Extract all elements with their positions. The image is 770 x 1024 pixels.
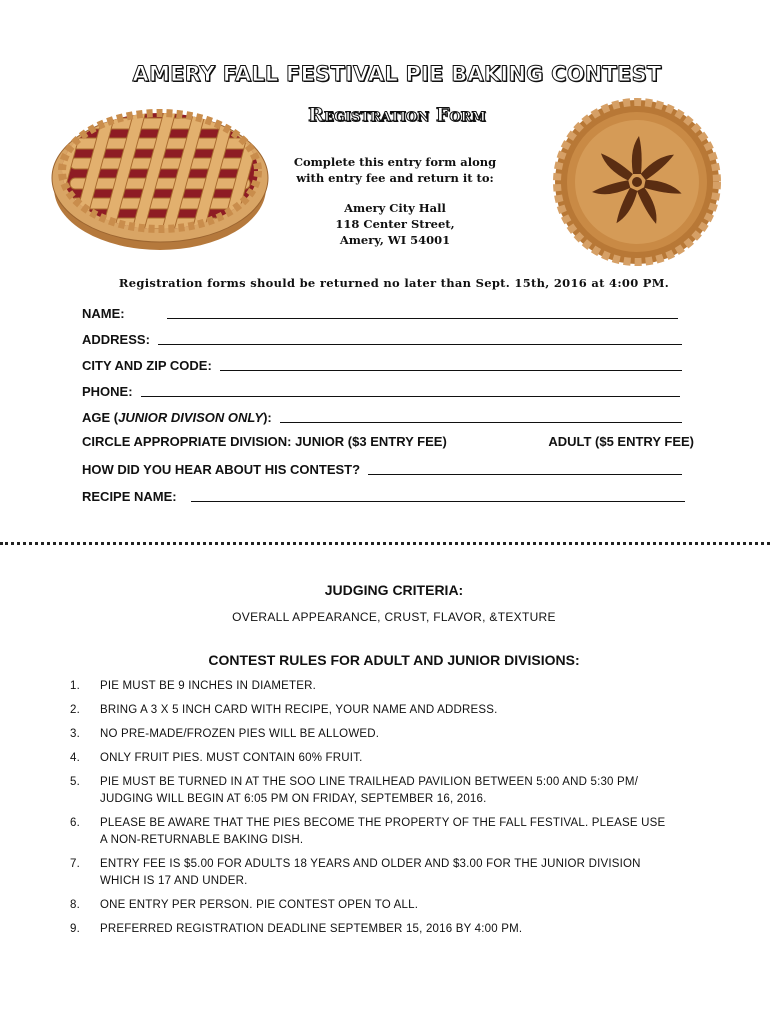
- rule-text-line: PLEASE BE AWARE THAT THE PIES BECOME THE PROPERTY OF THE FALL FESTIVAL. PLEASE USE: [100, 817, 666, 829]
- judging-criteria-title: JUDGING CRITERIA:: [324, 582, 464, 598]
- rule-text: [100, 678, 720, 695]
- rule-item: [70, 678, 720, 695]
- cut-line-divider: [0, 542, 770, 545]
- rule-number: 9.: [70, 923, 80, 935]
- address-field[interactable]: [82, 328, 682, 348]
- rule-text-line: ONE ENTRY PER PERSON. PIE CONTEST OPEN TO ALL.: [100, 899, 419, 911]
- apple-pie-image: [552, 96, 722, 268]
- hear-about-input-line[interactable]: [368, 474, 682, 475]
- rule-number: 5.: [70, 776, 80, 788]
- rule-number: 7.: [70, 858, 80, 870]
- age-input-line[interactable]: [280, 422, 682, 423]
- rule-text-line: PIE MUST BE 9 INCHES IN DIAMETER.: [100, 680, 316, 692]
- rule-number: 2.: [70, 704, 80, 716]
- rule-number: 6.: [70, 817, 80, 829]
- division-junior-option[interactable]: CIRCLE APPROPRIATE DIVISION: JUNIOR ($3 ENTRY FEE): [82, 434, 447, 449]
- page-title: AMERY FALL FESTIVAL PIE BAKING CONTEST: [132, 62, 662, 86]
- phone-input-line[interactable]: [141, 396, 680, 397]
- hear-about-label: HOW DID YOU HEAR ABOUT HIS CONTEST?: [82, 462, 361, 477]
- rule-text: [100, 702, 720, 719]
- return-instructions: [250, 154, 540, 248]
- rule-text-line: ENTRY FEE IS $5.00 FOR ADULTS 18 YEARS AND OLDER AND $3.00 FOR THE JUNIOR DIVISION: [100, 858, 641, 870]
- judging-criteria-text: OVERALL APPEARANCE, CRUST, FLAVOR, &TEXTURE: [232, 610, 556, 624]
- rule-text: [100, 750, 720, 767]
- rule-number: 8.: [70, 899, 80, 911]
- city-zip-field[interactable]: [82, 354, 682, 374]
- hear-about-field[interactable]: [82, 458, 682, 478]
- division-choice: [82, 434, 694, 449]
- rule-number: 1.: [70, 680, 80, 692]
- name-label: NAME:: [82, 306, 125, 321]
- address-input-line[interactable]: [158, 344, 682, 345]
- rule-item: [70, 921, 720, 938]
- recipe-name-field[interactable]: [82, 485, 685, 505]
- instructions-line-2: with entry fee and return it to:: [296, 171, 494, 185]
- division-adult-option[interactable]: ADULT ($5 ENTRY FEE): [548, 434, 694, 449]
- city-zip-label: CITY AND ZIP CODE:: [82, 358, 212, 373]
- rule-item: [70, 702, 720, 719]
- instructions-line-1: Complete this entry form along: [293, 155, 497, 169]
- rule-text: [100, 856, 720, 890]
- rule-item: [70, 750, 720, 767]
- recipe-name-label: RECIPE NAME:: [82, 489, 177, 504]
- rule-text: [100, 815, 720, 849]
- address-line-2: 118 Center Street,: [335, 217, 455, 231]
- address-line-3: Amery, WI 54001: [339, 233, 451, 247]
- rule-item: [70, 774, 720, 808]
- name-input-line[interactable]: [167, 318, 678, 319]
- rule-item: [70, 897, 720, 914]
- age-label-emphasis: JUNIOR DIVISON ONLY: [118, 410, 264, 425]
- rule-text: [100, 897, 720, 914]
- age-field[interactable]: [82, 406, 682, 426]
- phone-label: PHONE:: [82, 384, 133, 399]
- rule-text: [100, 921, 720, 938]
- rule-text-line: A NON-RETURNABLE BAKING DISH.: [100, 834, 304, 846]
- contest-rules-title: CONTEST RULES FOR ADULT AND JUNIOR DIVISIONS:: [208, 652, 580, 668]
- rule-item: [70, 815, 720, 849]
- contest-rules-list: [70, 678, 720, 938]
- rule-text-line: WHICH IS 17 AND UNDER.: [100, 875, 248, 887]
- rule-text-line: PREFERRED REGISTRATION DEADLINE SEPTEMBER 15, 2016 BY 4:00 PM.: [100, 923, 523, 935]
- page-subtitle: Registration Form: [308, 104, 486, 126]
- phone-field[interactable]: [82, 380, 680, 400]
- address-label: ADDRESS:: [82, 332, 150, 347]
- city-zip-input-line[interactable]: [220, 370, 682, 371]
- recipe-name-input-line[interactable]: [191, 501, 685, 502]
- rule-number: 3.: [70, 728, 80, 740]
- rule-text: [100, 774, 720, 808]
- rule-item: [70, 856, 720, 890]
- rule-text-line: BRING A 3 X 5 INCH CARD WITH RECIPE, YOUR NAME AND ADDRESS.: [100, 704, 498, 716]
- deadline-note: Registration forms should be returned no later than Sept. 15th, 2016 at 4:00 PM.: [118, 276, 670, 290]
- rule-text-line: PIE MUST BE TURNED IN AT THE SOO LINE TRAILHEAD PAVILION BETWEEN 5:00 AND 5:30 PM/: [100, 776, 639, 788]
- rule-text-line: NO PRE-MADE/FROZEN PIES WILL BE ALLOWED.: [100, 728, 380, 740]
- rule-text-line: JUDGING WILL BEGIN AT 6:05 PM ON FRIDAY, SEPTEMBER 16, 2016.: [100, 793, 487, 805]
- age-label-suffix: ):: [263, 410, 272, 425]
- rule-text: [100, 726, 720, 743]
- address-line-1: Amery City Hall: [344, 201, 446, 215]
- rule-number: 4.: [70, 752, 80, 764]
- rule-item: [70, 726, 720, 743]
- age-label-prefix: AGE (: [82, 410, 119, 425]
- lattice-pie-image: [50, 96, 270, 256]
- age-label: [82, 410, 272, 426]
- rule-text-line: ONLY FRUIT PIES. MUST CONTAIN 60% FRUIT.: [100, 752, 363, 764]
- name-field[interactable]: [82, 302, 678, 322]
